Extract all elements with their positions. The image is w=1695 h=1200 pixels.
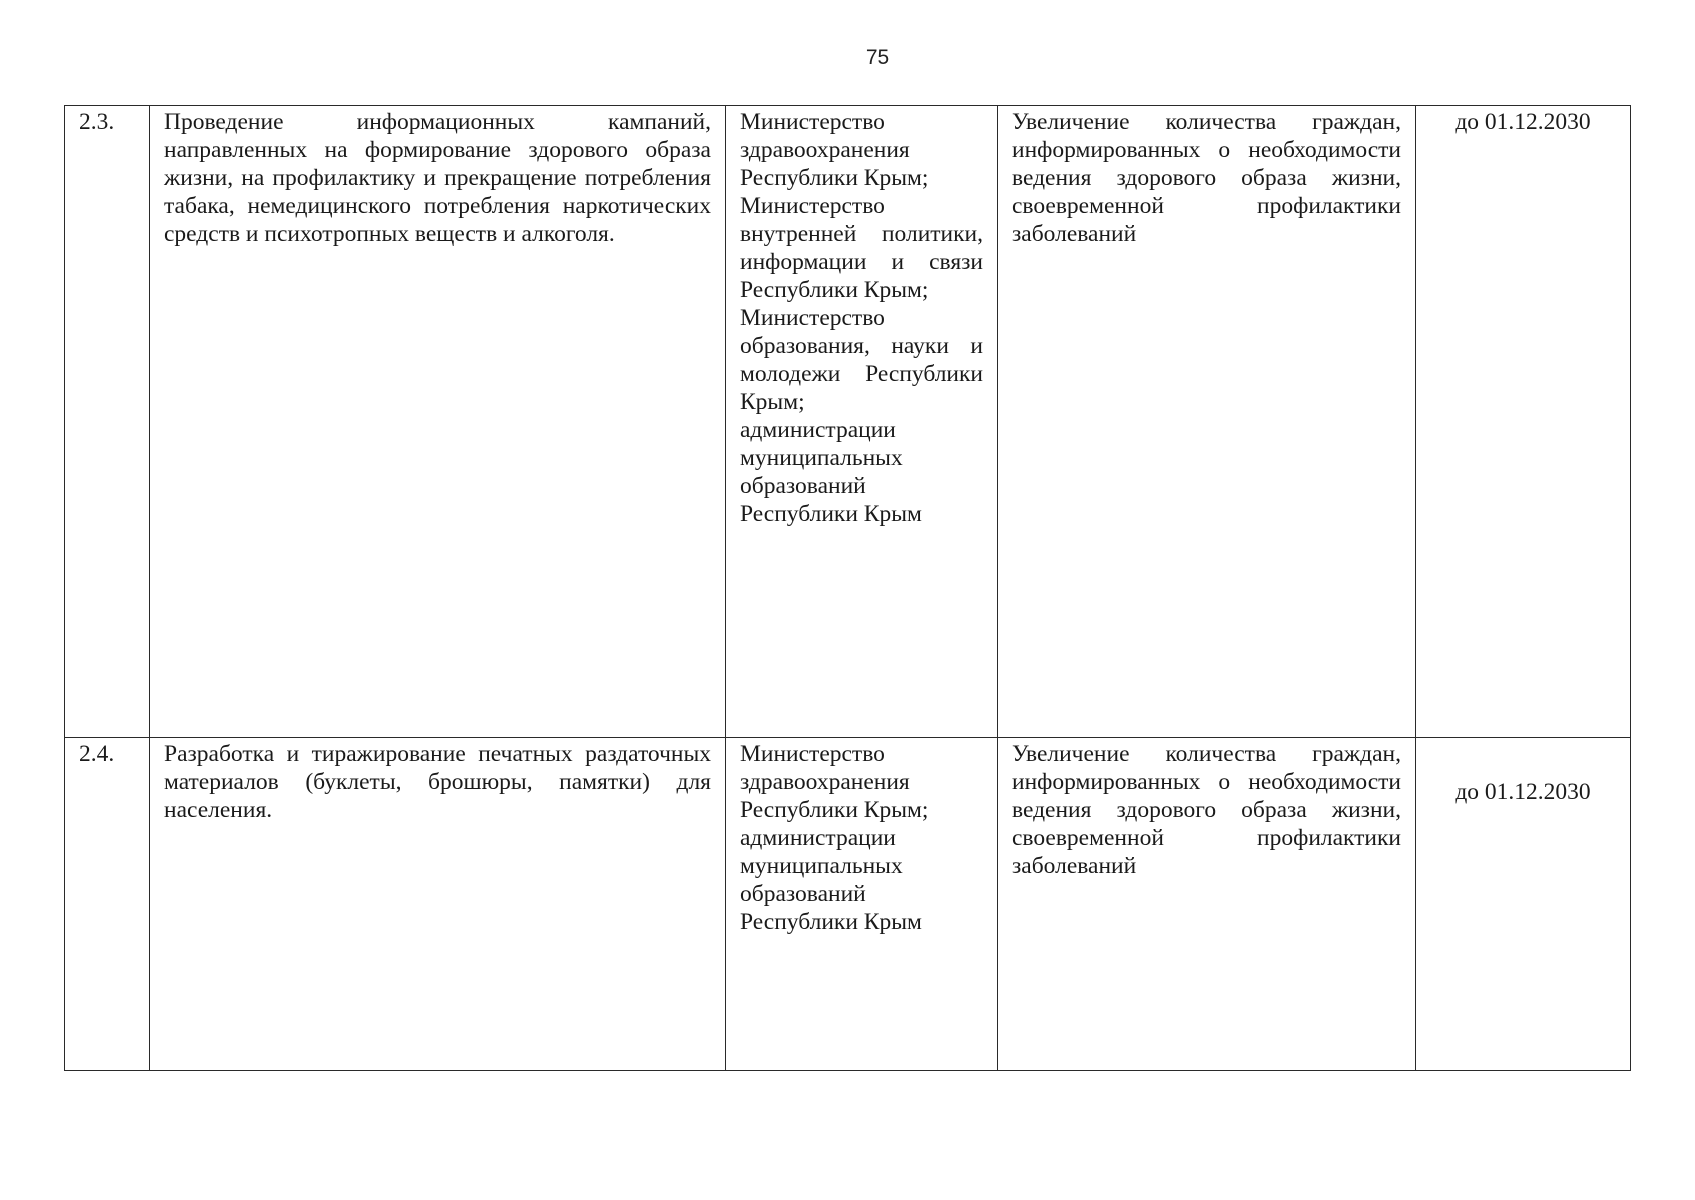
- deadline-cell: до 01.12.2030: [1416, 738, 1631, 1071]
- executors-cell: [726, 738, 998, 1071]
- executor-item: Министерство образования, науки и молодежи Республики Крым;: [740, 305, 983, 415]
- table-row-2-3: [65, 106, 1631, 738]
- result-cell: Увеличение количества граждан, информированных о необходимости ведения здорового образа жизни, своевременной профилактики заболеваний: [998, 106, 1416, 738]
- measures-table: [64, 105, 1631, 1071]
- activity-cell: Разработка и тиражирование печатных раздаточных материалов (буклеты, брошюры, памятки) для населения.: [150, 738, 726, 1071]
- result-cell: Увеличение количества граждан, информированных о необходимости ведения здорового образа жизни, своевременной профилактики заболеваний: [998, 738, 1416, 1071]
- executor-item: Министерство внутренней политики, информации и связи Республики Крым;: [740, 193, 983, 303]
- executor-item: администрации муниципальных образований Республики Крым: [740, 825, 922, 935]
- row-number-cell: 2.3.: [65, 106, 150, 738]
- executors-cell: [726, 106, 998, 738]
- table-row-2-4: [65, 738, 1631, 1071]
- executor-item: Министерство здравоохранения Республики Крым;: [740, 741, 929, 823]
- row-number-cell: 2.4.: [65, 738, 150, 1071]
- activity-cell: Проведение информационных кампаний, направленных на формирование здорового образа жизни, на профилактику и прекращение потребления табака, немедицинского потребления наркотических средств и психотропных веществ и алкоголя.: [150, 106, 726, 738]
- executor-item: администрации муниципальных образований Республики Крым: [740, 417, 922, 527]
- deadline-cell: до 01.12.2030: [1416, 106, 1631, 738]
- executor-item: Министерство здравоохранения Республики Крым;: [740, 109, 929, 191]
- page-number: 75: [865, 46, 890, 69]
